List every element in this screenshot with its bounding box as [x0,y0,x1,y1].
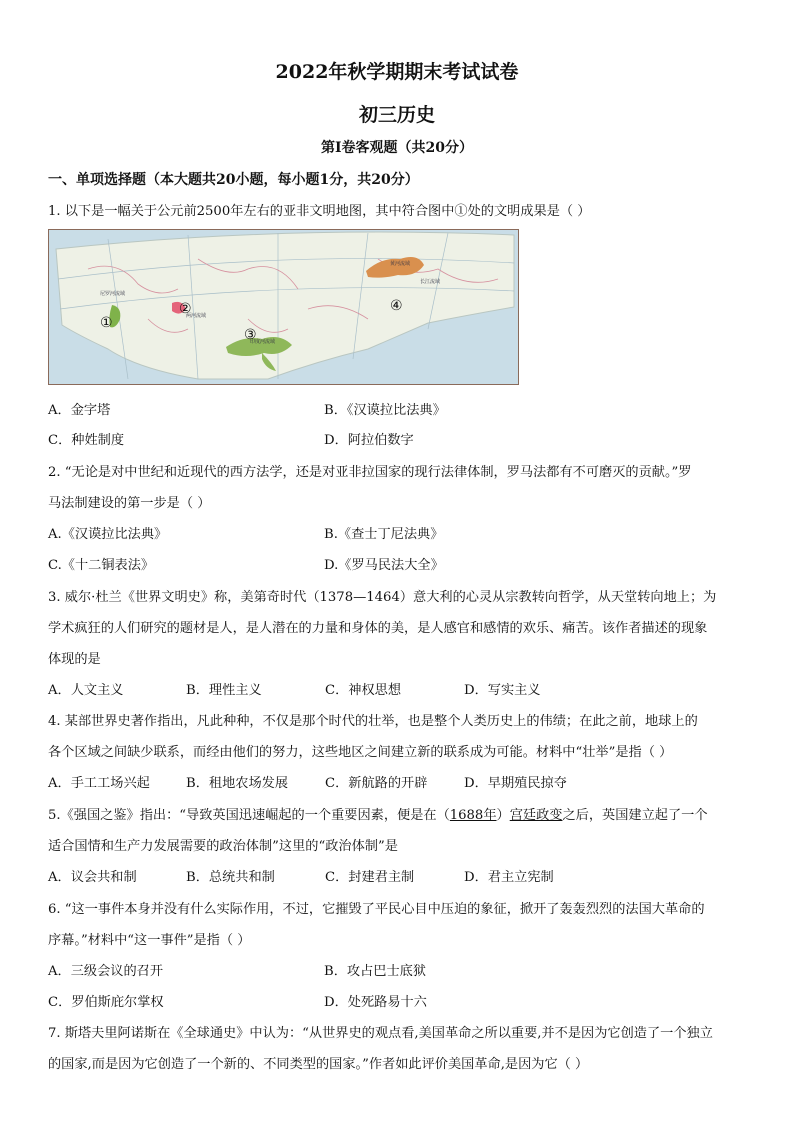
map-marker-1: ① [100,315,113,331]
q4-option-d: D．早期殖民掠夺 [464,776,567,791]
q5-option-d: D．君主立宪制 [464,870,554,885]
question-5-stem-line-1 [48,804,708,823]
q5-option-b: B．总统共和制 [186,870,275,885]
question-1-stem: 1. 以下是一幅关于公元前2500年左右的亚非文明地图，其中符合图中①处的文明成果是（ ） [48,204,591,219]
q1-option-c: C．种姓制度 [48,433,125,448]
q5-stem-year: 1688年 [449,808,497,823]
map-label-indus: 印度河流域 [250,339,276,345]
q2-option-b: B.《查士丁尼法典》 [324,527,444,542]
map-marker-3: ③ [244,327,257,343]
map-label-yellow: 黄河流域 [390,261,411,267]
q5-option-c: C．封建君主制 [325,870,415,885]
question-6-stem-line-2: 序幕。”材料中“这一事件”是指（ ） [48,933,251,948]
question-6-stem-line-1: 6. “这一事件本身并没有什么实际作用，不过，它摧毁了平民心目中压迫的象征，掀开了轰轰烈烈的法国大革命的 [48,902,705,917]
question-3-stem-line-3: 体现的是 [48,652,101,667]
q5-stem-event: 宫廷政变 [509,808,563,823]
question-3-stem-line-2: 学术疯狂的人们研究的题材是人，是人潜在的力量和身体的美，是人感官和感情的欢乐、痛苦。该作者描述的现象 [48,621,708,636]
section-heading: 一、单项选择题（本大题共20小题，每小题1分，共20分） [48,172,419,188]
map-marker-2: ② [179,301,192,317]
map-marker-4: ④ [390,298,403,314]
question-5-stem-line-2: 适合国情和生产力发展需要的政治体制”这里的“政治体制”是 [48,839,398,854]
q5-stem-mid: ） [496,808,510,823]
q4-option-c: C．新航路的开辟 [325,776,428,791]
q6-option-b: B．攻占巴士底狱 [324,964,427,979]
question-2-stem-line-2: 马法制建设的第一步是（ ） [48,496,211,511]
q6-option-d: D．处死路易十六 [324,995,427,1010]
q1-option-b: B．《汉谟拉比法典》 [324,403,446,418]
q3-option-c: C．神权思想 [325,683,402,698]
question-7-stem-line-1: 7. 斯塔夫里阿诺斯在《全球通史》中认为：“从世界史的观点看,美国革命之所以重要,并不是因为它创造了一个独立 [48,1026,713,1041]
question-2-stem-line-1: 2. “无论是对中世纪和近现代的西方法学，还是对亚非拉国家的现行法律体制，罗马法都有不可磨灭的贡献。”罗 [48,465,692,480]
question-4-stem-line-2: 各个区域之间缺少联系，而经由他们的努力，这些地区之间建立新的联系成为可能。材料中“壮举”是指（ ） [48,745,673,760]
q5-stem-post: 之后，英国建立起了一个 [562,808,708,823]
question-4-stem-line-1: 4. 某部世界史著作指出，凡此种种，不仅是那个时代的壮举，也是整个人类历史上的伟绩；在此之前，地球上的 [48,714,698,729]
q5-stem-pre: 5.《强国之鉴》指出：“导致英国迅速崛起的一个重要因素，便是在（ [48,808,450,823]
q4-option-a: A．手工工场兴起 [48,776,150,791]
exam-title: 2022年秋学期期末考试试卷 [275,61,519,83]
q5-option-a: A．议会共和制 [48,870,137,885]
q6-option-c: C．罗伯斯庇尔掌权 [48,995,164,1010]
question-7-stem-line-2: 的国家,而是因为它创造了一个新的、不同类型的国家。”作者如此评价美国革命,是因为它（ ） [48,1057,589,1072]
q1-option-d: D．阿拉伯数字 [324,433,414,448]
q3-option-a: A．人文主义 [48,683,124,698]
exam-subject: 初三历史 [358,104,435,126]
q6-option-a: A．三级会议的召开 [48,964,164,979]
q4-option-b: B．租地农场发展 [186,776,289,791]
q3-option-b: B．理性主义 [186,683,262,698]
q2-option-a: A.《汉谟拉比法典》 [48,527,168,542]
civilization-map [48,229,519,385]
map-label-nile: 尼罗河流域 [100,291,126,297]
q1-option-a: A．金字塔 [48,403,111,418]
q2-option-c: C.《十二铜表法》 [48,558,155,573]
question-3-stem-line-1: 3. 威尔·杜兰《世界文明史》称，美第奇时代（1378—1464）意大利的心灵从宗教转向哲学，从天堂转向地上；为 [48,590,717,605]
map-label-mesopotamia: 两河流域 [186,313,207,319]
q2-option-d: D.《罗马民法大全》 [324,558,444,573]
map-label-yangtze: 长江流域 [420,279,441,285]
part-heading: 第Ⅰ卷客观题（共20分） [320,140,474,156]
q3-option-d: D．写实主义 [464,683,541,698]
